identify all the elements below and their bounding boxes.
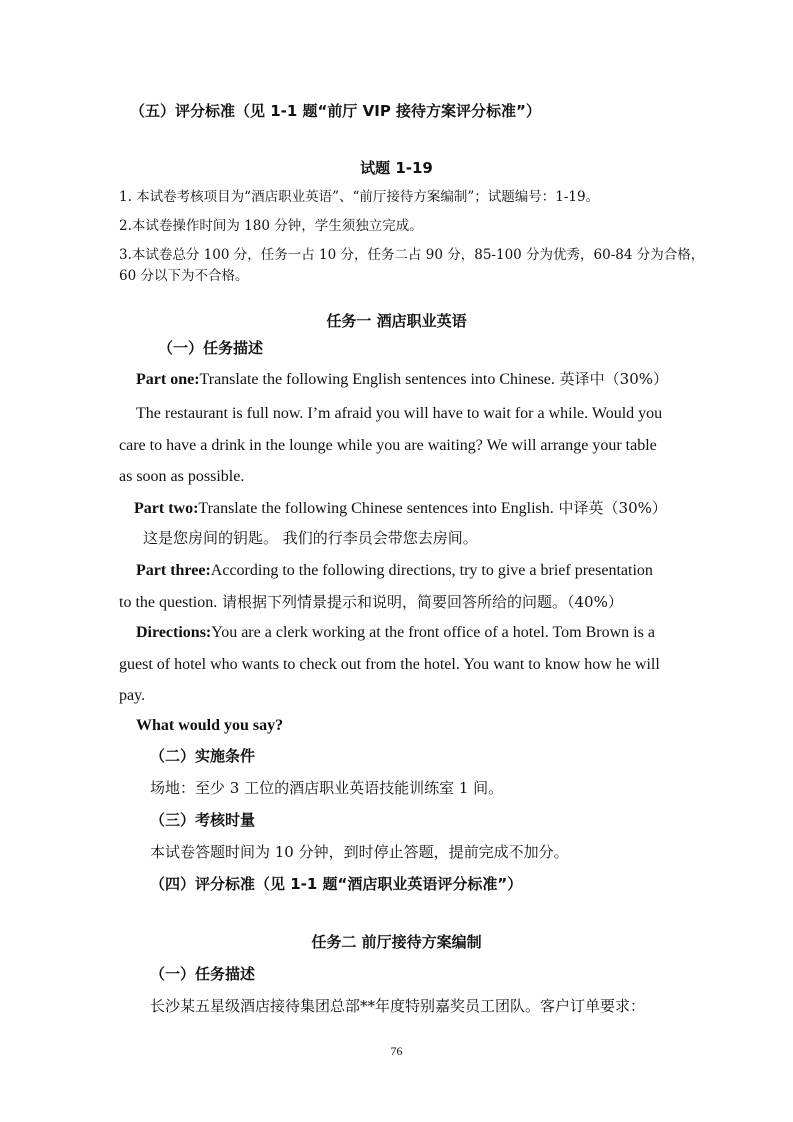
part-one-label: Part one: [136, 371, 200, 388]
cond-text: 场地：至少 3 工位的酒店职业英语技能训练室 1 间。 [150, 779, 504, 797]
part-three-line [136, 561, 653, 581]
time-heading: （三）考核时量 [150, 811, 256, 829]
task1-title: 任务一 酒店职业英语 [326, 312, 467, 330]
part-two-cn: 中译英（30%） [553, 499, 667, 517]
part-one-cn: 英译中（30%） [554, 370, 668, 388]
page-number: 76 [390, 1044, 403, 1058]
note-2: 2.本试卷操作时间为 180 分钟，学生须独立完成。 [119, 218, 423, 234]
score-heading: （四）评分标准（见 1-1 题“酒店职业英语评分标准”） [150, 875, 523, 893]
part-one-text: Translate the following English sentences into Chinese. [199, 371, 555, 388]
task2-desc-text: 长沙某五星级酒店接待集团总部**年度特别嘉奖员工团队。客户订单要求： [150, 997, 646, 1015]
section5-heading: （五）评分标准（见 1-1 题“前厅 VIP 接待方案评分标准”） [130, 102, 541, 120]
directions-label: Directions: [136, 624, 212, 641]
part-three-line2-en: to the question. [119, 594, 218, 611]
cn-sentence: 这是您房间的钥匙。 我们的行李员会带您去房间。 [143, 529, 478, 547]
passage-line-3: as soon as possible. [119, 468, 245, 485]
note-1: 1. 本试卷考核项目为“酒店职业英语”、“前厅接待方案编制”；试题编号：1-19。 [119, 189, 600, 205]
task2-desc-heading: （一）任务描述 [150, 965, 256, 983]
part-two-text: Translate the following Chinese sentences into English. [198, 500, 554, 517]
note-3-cont: 60 分以下为不合格。 [119, 268, 249, 284]
part-three-line-2 [119, 592, 623, 613]
task1-desc-heading: （一）任务描述 [158, 339, 264, 357]
directions-line-1 [136, 623, 655, 643]
directions-text-1: You are a clerk working at the front office of a hotel. Tom Brown is a [211, 624, 655, 641]
part-two-label: Part two: [134, 500, 199, 517]
directions-line-2: guest of hotel who wants to check out from the hotel. You want to know how he will [119, 656, 660, 673]
exam-title: 试题 1-19 [360, 159, 433, 177]
part-three-label: Part three: [136, 562, 211, 579]
time-text: 本试卷答题时间为 10 分钟，到时停止答题，提前完成不加分。 [150, 843, 569, 861]
passage-line-1: The restaurant is full now. I’m afraid you will have to wait for a while. Would you [136, 405, 663, 422]
task2-title: 任务二 前厅接待方案编制 [311, 933, 482, 951]
directions-line-3: pay. [119, 687, 146, 704]
part-one-line [136, 369, 668, 390]
question: What would you say? [136, 717, 284, 734]
part-two-line [134, 498, 667, 519]
part-three-text: According to the following directions, try to give a brief presentation [210, 562, 653, 579]
cond-heading: （二）实施条件 [150, 747, 256, 765]
passage-line-2: care to have a drink in the lounge while you are waiting? We will arrange your table [119, 437, 657, 454]
note-3: 3.本试卷总分 100 分，任务一占 10 分，任务二占 90 分，85-100 分为优秀，60-84 分为合格， [119, 247, 705, 263]
part-three-line2-cn: 请根据下列情景提示和说明，简要回答所给的问题。（40%） [217, 593, 623, 611]
